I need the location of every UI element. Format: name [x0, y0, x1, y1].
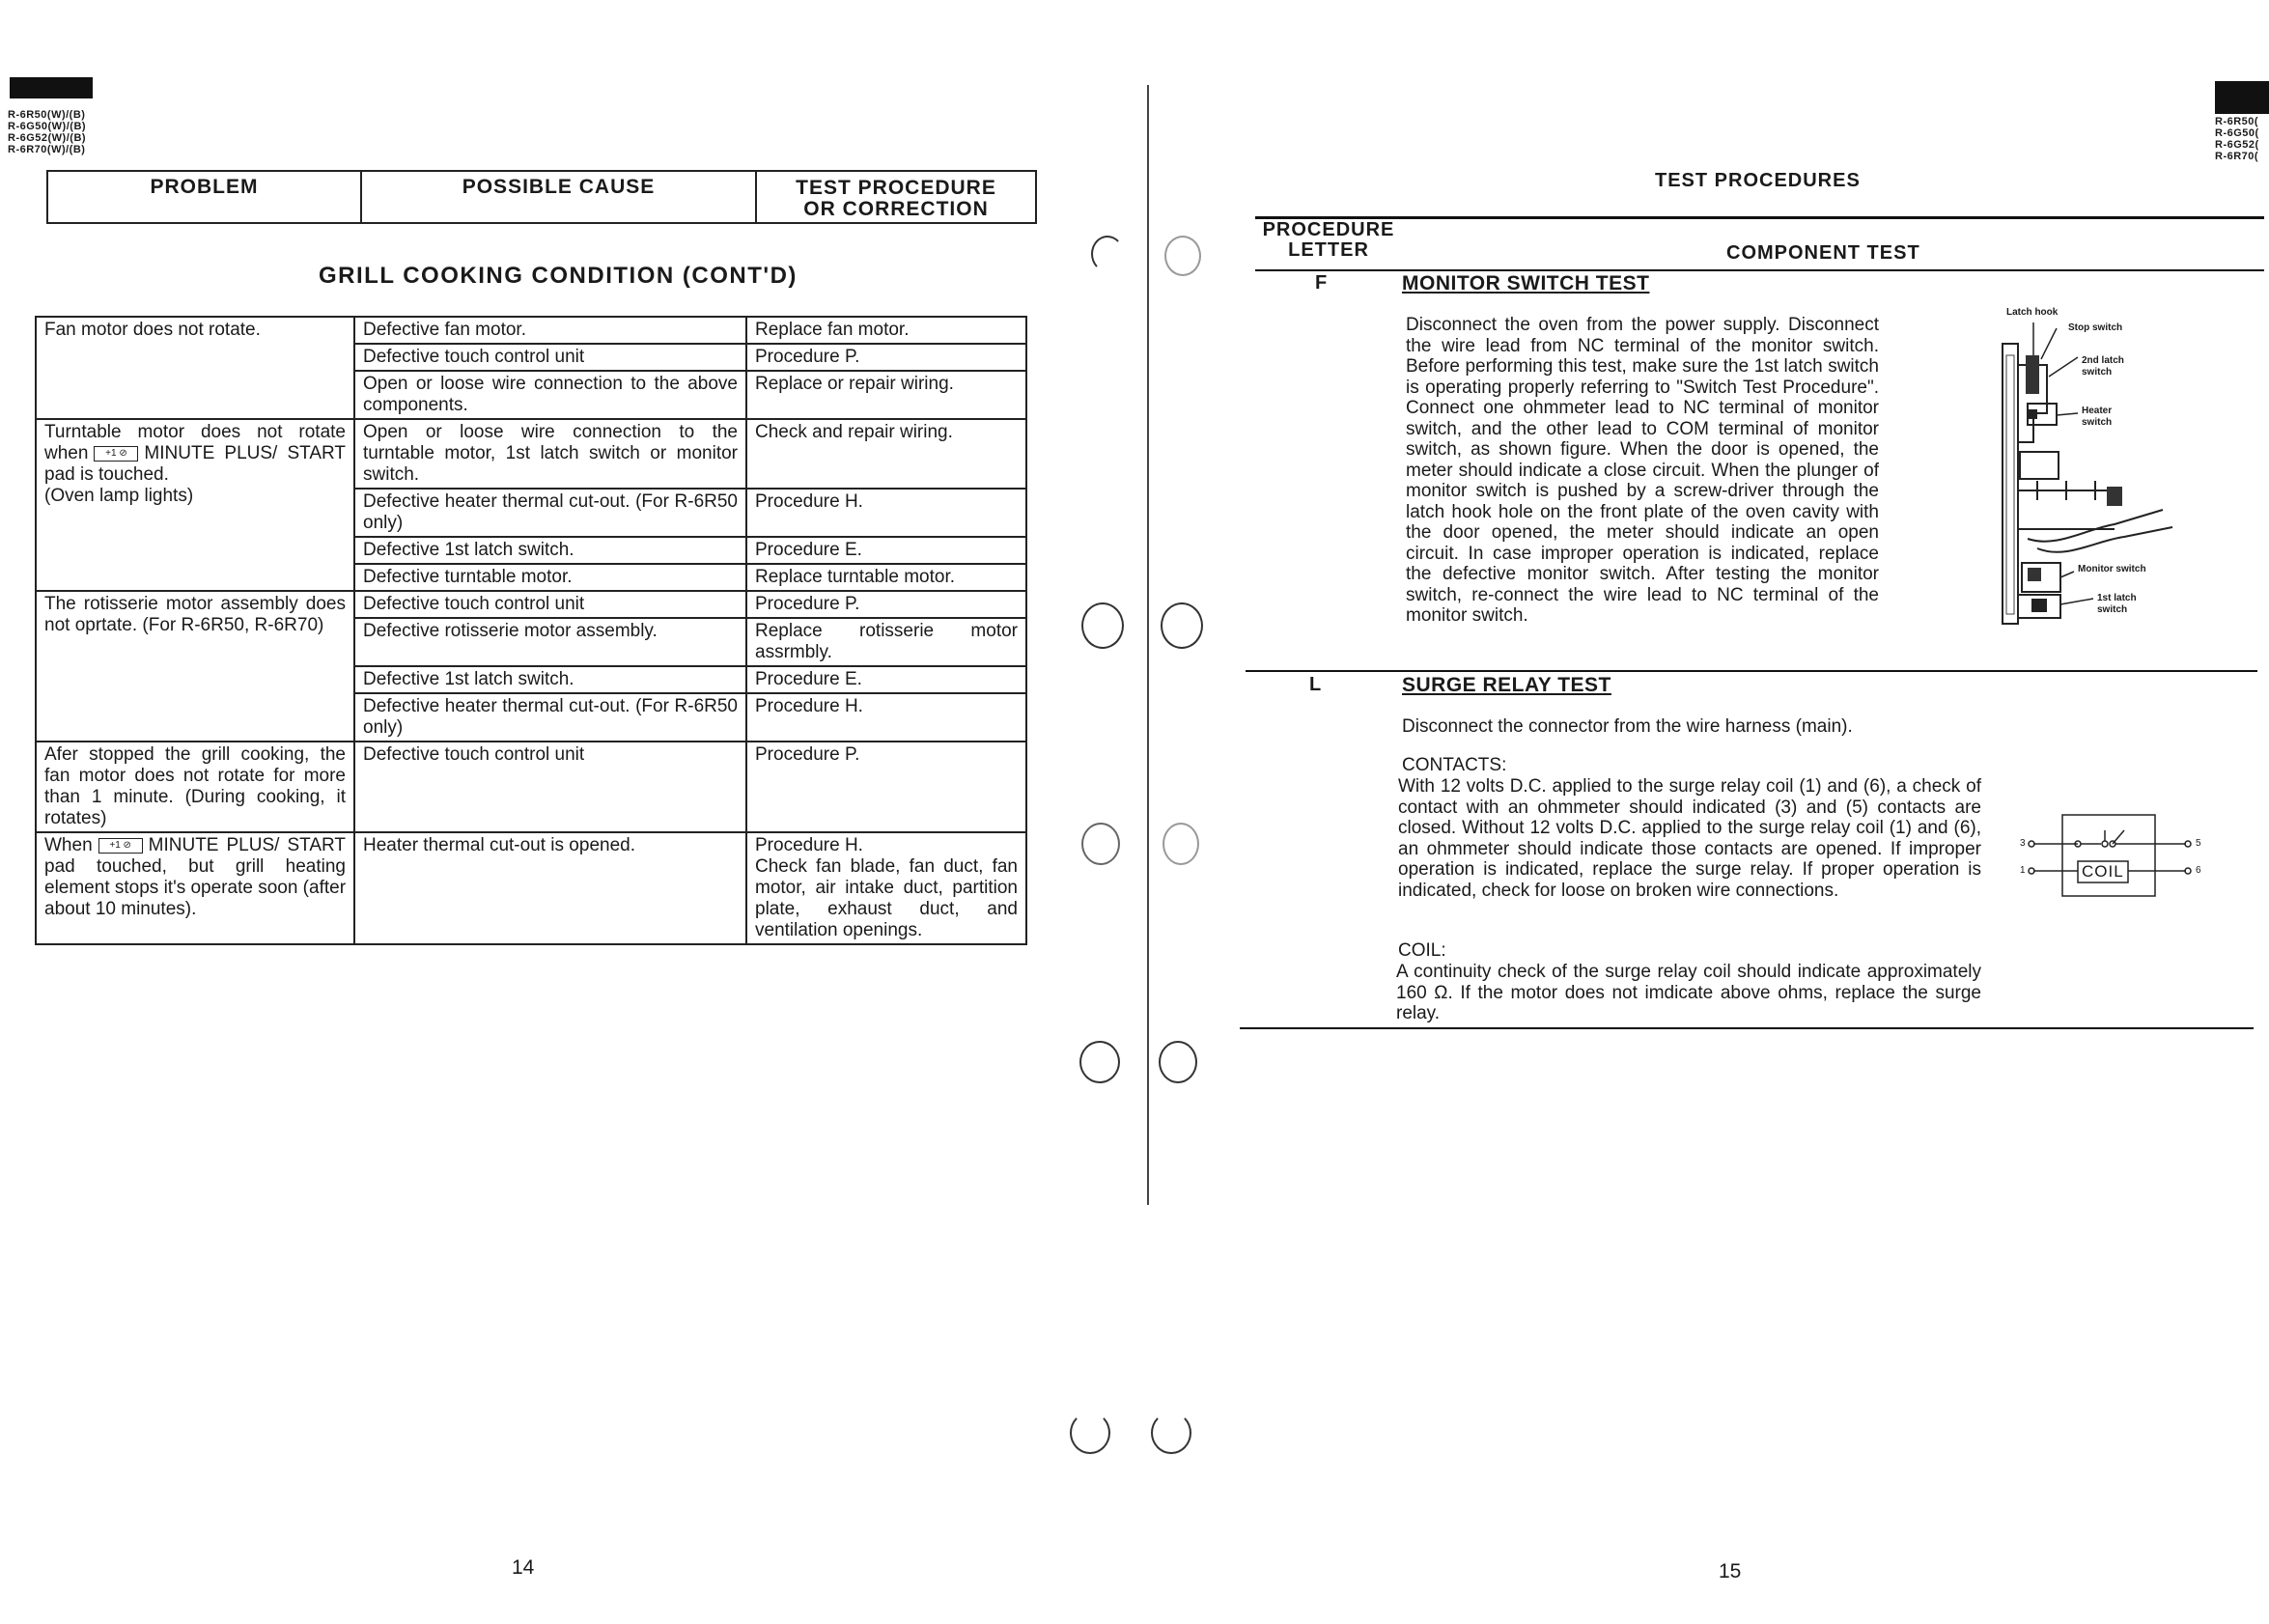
test-text: Procedure H.: [755, 835, 863, 855]
col-procedure-letter: PROCEDURE LETTER: [1262, 219, 1395, 261]
binder-hole: [1081, 602, 1124, 649]
page-title: TEST PROCEDURES: [1655, 170, 1861, 191]
binder-hole: [1163, 823, 1199, 865]
test-cell: Check and repair wiring.: [746, 419, 1026, 489]
binder-hole: [1161, 602, 1203, 649]
monitor-switch-figure: [1999, 307, 2192, 635]
test-cell: Replace turntable motor.: [746, 564, 1026, 591]
problem-note: (Oven lamp lights): [44, 486, 194, 506]
terminal-1-label: 1: [2020, 865, 2026, 876]
test-cell: Procedure E.: [746, 537, 1026, 564]
section-title: GRILL COOKING CONDITION (CONT'D): [319, 263, 798, 289]
coil-label: COIL: [2082, 862, 2124, 881]
problem-text: Turntable motor does not rotate when: [44, 422, 346, 463]
label-latch-hook: Latch hook: [2006, 307, 2059, 318]
table-row: [36, 832, 1026, 944]
contacts-heading: CONTACTS:: [1402, 755, 1507, 775]
binder-hole: [1151, 1412, 1191, 1454]
surge-relay-title: SURGE RELAY TEST: [1402, 674, 1611, 696]
monitor-switch-body: Disconnect the oven from the power supply. Disconnect the wire lead from NC terminal of the monitor switch. Before performing this test, make sure the 1st latch switch is operating properly referring to "Switch Test Procedure". Connect one ohmmeter lead to NC terminal of monitor switch, and the other lead to COM terminal of monitor switch, as shown figure. When the door is opened, the meter should indicate a close circuit. When the plunger of monitor switch is pushed by a screw-driver through the latch hook hole on the front plate of the oven cavity with the door opened, the meter should indicate an open circuit. In case improper operation is indicated, replace the defective monitor switch. After testing the monitor switch, re-connect the wire lead to NC terminal of the monitor switch.: [1406, 315, 1879, 626]
cause-cell: Defective heater thermal cut-out. (For R-6R50 only): [354, 489, 746, 537]
binder-hole: [1159, 1041, 1197, 1083]
problem-cell: The rotisserie motor assembly does not oprtate. (For R-6R50, R-6R70): [36, 591, 354, 742]
test-text: Check fan blade, fan duct, fan motor, air intake duct, partition plate, exhaust duct, and ventilation openings.: [755, 856, 1018, 940]
header-problem: PROBLEM: [48, 172, 362, 222]
minute-plus-key-icon: +1 ⊘: [94, 446, 138, 462]
col-component-test: COMPONENT TEST: [1726, 242, 1920, 264]
cause-cell: Defective heater thermal cut-out. (For R-6R50 only): [354, 693, 746, 742]
test-cell: Procedure P.: [746, 344, 1026, 371]
problem-cell: Fan motor does not rotate.: [36, 317, 354, 419]
binder-hole: [1081, 823, 1120, 865]
page-number-right: 15: [1719, 1560, 1742, 1582]
header-black-bar: [2215, 81, 2269, 114]
test-cell: Procedure P.: [746, 591, 1026, 618]
cause-cell: Defective turntable motor.: [354, 564, 746, 591]
rule-bottom: [1240, 1027, 2254, 1029]
model-list: R-6R50( R-6G50( R-6G52( R-6R70(: [2215, 116, 2259, 162]
coil-heading: COIL:: [1398, 940, 1446, 961]
coil-body: A continuity check of the surge relay coil should indicate approximately 160 Ω. If the motor does not imdicate above ohms, replace the surge relay.: [1396, 962, 1981, 1023]
test-cell: Procedure P.: [746, 742, 1026, 832]
problem-text: MINUTE PLUS/ START pad touched, but grill heating element stops it's operate soon (after about 10 minutes).: [44, 835, 347, 919]
binder-hole: [1079, 1041, 1120, 1083]
table-row: [36, 742, 1026, 832]
table-row: [36, 591, 1026, 618]
header-black-bar: [10, 77, 93, 98]
rule-header: [1255, 269, 2264, 271]
terminal-3-label: 3: [2020, 838, 2026, 849]
label-2nd-latch-switch: 2nd latch switch: [2082, 355, 2124, 378]
cause-cell: Defective rotisserie motor assembly.: [354, 618, 746, 666]
label-stop-switch: Stop switch: [2068, 322, 2123, 333]
problem-cell: [36, 419, 354, 591]
troubleshooting-table: [35, 316, 1027, 945]
cause-cell: Defective touch control unit: [354, 344, 746, 371]
model-list: R-6R50(W)/(B) R-6G50(W)/(B) R-6G52(W)/(B) R-6R70(W)/(B): [8, 109, 87, 155]
label-heater-switch: Heater switch: [2082, 406, 2113, 428]
table-row: [36, 317, 1026, 344]
column-header-table: [46, 170, 1037, 224]
test-cell: Replace rotisserie motor assrmbly.: [746, 618, 1026, 666]
cause-cell: Heater thermal cut-out is opened.: [354, 832, 746, 944]
header-possible-cause: POSSIBLE CAUSE: [362, 172, 757, 222]
surge-relay-figure: [2020, 811, 2213, 908]
procedure-letter-f: F: [1315, 272, 1329, 294]
rule-top: [1255, 216, 2264, 219]
cause-cell: Defective fan motor.: [354, 317, 746, 344]
procedure-letter-l: L: [1309, 674, 1323, 695]
test-cell: Procedure E.: [746, 666, 1026, 693]
table-row: [36, 419, 1026, 489]
minute-plus-key-icon: +1 ⊘: [98, 838, 143, 854]
cause-cell: Open or loose wire connection to the turntable motor, 1st latch switch or monitor switch.: [354, 419, 746, 489]
test-cell: [746, 832, 1026, 944]
monitor-switch-title: MONITOR SWITCH TEST: [1402, 272, 1650, 294]
problem-text: MINUTE PLUS/ START pad is touched.: [44, 443, 346, 485]
problem-cell: [36, 832, 354, 944]
rule-mid: [1246, 670, 2257, 672]
test-cell: Procedure H.: [746, 489, 1026, 537]
binder-hole: [1070, 1412, 1110, 1454]
problem-text: When: [44, 835, 93, 855]
relay-schematic: [2020, 811, 2213, 908]
label-1st-latch-switch: 1st latch switch: [2097, 593, 2137, 615]
surge-relay-intro: Disconnect the connector from the wire harness (main).: [1402, 716, 1853, 737]
cause-cell: Defective 1st latch switch.: [354, 537, 746, 564]
gutter-line: [1147, 85, 1149, 1205]
test-cell: Replace fan motor.: [746, 317, 1026, 344]
binder-hole: [1164, 236, 1201, 276]
label-monitor-switch: Monitor switch: [2078, 564, 2146, 574]
cause-cell: Defective touch control unit: [354, 742, 746, 832]
cause-cell: Open or loose wire connection to the above components.: [354, 371, 746, 419]
binder-hole: [1091, 236, 1124, 272]
terminal-5-label: 5: [2196, 838, 2201, 849]
test-cell: Procedure H.: [746, 693, 1026, 742]
problem-cell: Afer stopped the grill cooking, the fan motor does not rotate for more than 1 minute. (During cooking, it rotates): [36, 742, 354, 832]
terminal-6-label: 6: [2196, 865, 2201, 876]
cause-cell: Defective touch control unit: [354, 591, 746, 618]
contacts-body: With 12 volts D.C. applied to the surge relay coil (1) and (6), a check of contact with an ohmmeter should indicated (3) and (5) contacts are closed. Without 12 volts D.C. applied to the surge relay coil (1) and (6), an ohmmeter should indicate those contacts are opened. If improper operation is indicated, replace the surge relay. If proper operation is indicated, check for loose on broken wire connections.: [1398, 776, 1981, 901]
page-number-left: 14: [512, 1556, 535, 1579]
header-test-procedure: TEST PROCEDURE OR CORRECTION: [796, 177, 996, 220]
test-cell: Replace or repair wiring.: [746, 371, 1026, 419]
cause-cell: Defective 1st latch switch.: [354, 666, 746, 693]
